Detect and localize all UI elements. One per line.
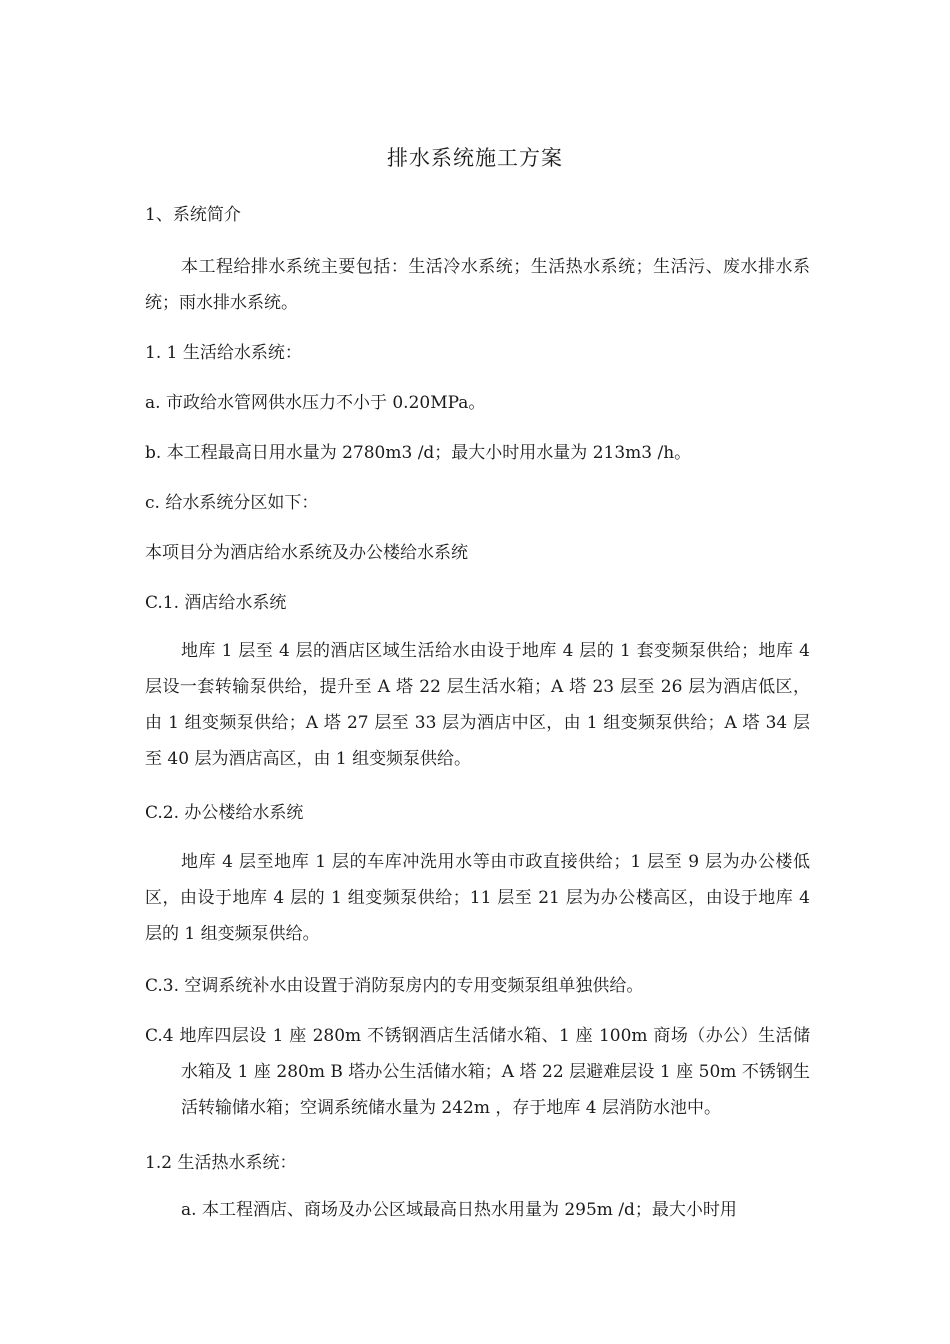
paragraph-office-water: 地库 4 层至地库 1 层的车库冲洗用水等由市政直接供给；1 层至 9 层为办公楼低区，由设于地库 4 层的 1 组变频泵供给；11 层至 21 层为办公楼高区，由设于地库 4 层的 1 组变频泵供给。 — [145, 852, 810, 944]
subheading-hotel-water: C.1. 酒店给水系统 — [145, 593, 287, 613]
hot-water-item-a: a. 本工程酒店、商场及办公区域最高日热水用量为 295m /d；最大小时用 — [181, 1200, 737, 1220]
list-item-a: a. 市政给水管网供水压力不小于 0.20MPa。 — [145, 393, 486, 413]
section-heading-system-intro: 1、系统简介 — [145, 205, 241, 225]
paragraph-project-split: 本项目分为酒店给水系统及办公楼给水系统 — [145, 543, 468, 563]
subheading-office-water: C.2. 办公楼给水系统 — [145, 803, 304, 823]
paragraph-hotel-water: 地库 1 层至 4 层的酒店区域生活给水由设于地库 4 层的 1 套变频泵供给；地库 4 层设一套转输泵供给，提升至 A 塔 22 层生活水箱；A 塔 23 层至 26 层为酒店低区，由 1 组变频泵供给；A 塔 27 层至 33 层为酒店中区，由 1 组变频泵供给；A 塔 34 层至 40 层为酒店高区，由 1 组变频泵供给。 — [145, 641, 810, 769]
document-title: 排水系统施工方案 — [387, 146, 563, 170]
list-item-b: b. 本工程最高日用水量为 2780m3 /d；最大小时用水量为 213m3 /h。 — [145, 443, 692, 463]
list-item-c: c. 给水系统分区如下： — [145, 493, 319, 513]
section-heading-water-supply: 1. 1 生活给水系统： — [145, 343, 302, 363]
paragraph-system-intro: 本工程给排水系统主要包括：生活冷水系统；生活热水系统；生活污、废水排水系统；雨水排水系统。 — [145, 257, 810, 313]
paragraph-c3-aircon: C.3. 空调系统补水由设置于消防泵房内的专用变频泵组单独供给。 — [145, 976, 644, 996]
section-heading-hot-water: 1.2 生活热水系统： — [145, 1153, 297, 1173]
paragraph-c4-storage: C.4 地库四层设 1 座 280m 不锈钢酒店生活储水箱、1 座 100m 商场（办公）生活储水箱及 1 座 280m B 塔办公生活储水箱；A 塔 22 层避难层设 1 座 50m 不锈钢生活转输储水箱；空调系统储水量为 242m ，存于地库 4 层消防水池中。 — [145, 1026, 810, 1118]
